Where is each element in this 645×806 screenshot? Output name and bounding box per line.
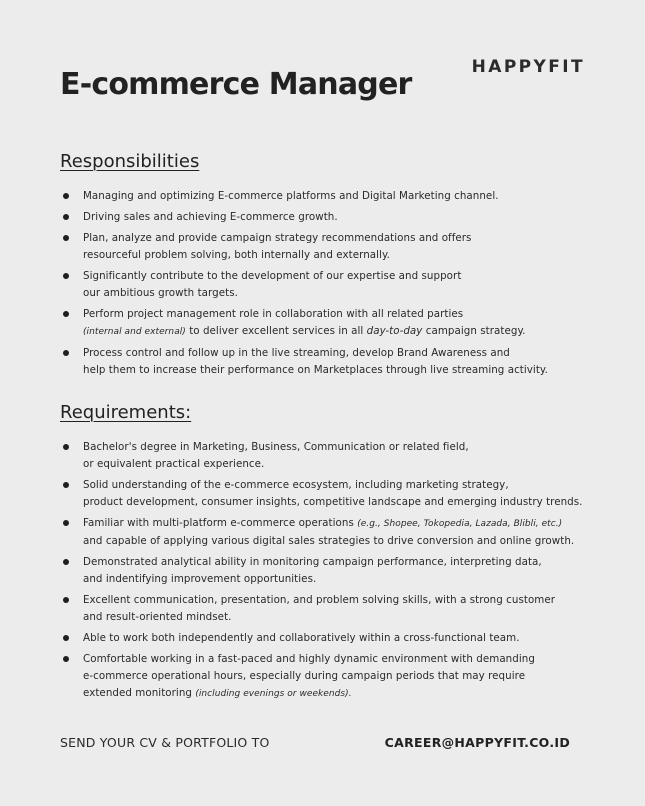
bullet-icon [63, 235, 69, 241]
list-item [60, 630, 620, 647]
contact-email: CAREER@HAPPYFIT.CO.ID [384, 735, 570, 750]
item-text: Comfortable working in a fast-paced and highly dynamic environment with demanding [83, 653, 535, 665]
item-text-line [83, 685, 620, 703]
item-text: Bachelor's degree in Marketing, Business, Communication or related field, [83, 441, 469, 453]
list-item [60, 592, 620, 626]
item-text: Demonstrated analytical ability in monitoring campaign performance, interpreting data, [83, 556, 542, 568]
bullet-icon [63, 273, 69, 279]
list-item [60, 515, 620, 550]
requirements-list [60, 439, 620, 707]
parenthetical-note: (internal and external) [83, 327, 186, 337]
bullet-icon [63, 214, 69, 220]
item-text: resourceful problem solving, both internally and externally. [83, 249, 390, 261]
item-text: product development, consumer insights, competitive landscape and emerging industry trends. [83, 496, 583, 508]
item-text: and capable of applying various digital sales strategies to drive conversion and online growth. [83, 535, 575, 547]
requirements-heading: Requirements: [60, 402, 192, 423]
bullet-icon [63, 350, 69, 356]
item-text: Plan, analyze and provide campaign strategy recommendations and offers [83, 232, 472, 244]
item-text: or equivalent practical experience. [83, 458, 265, 470]
item-text: Significantly contribute to the development of our expertise and support [83, 270, 462, 282]
list-item [60, 268, 620, 302]
list-item [60, 209, 620, 226]
responsibilities-list [60, 188, 620, 383]
item-text-line [83, 515, 620, 533]
item-text: and indentifying improvement opportunities. [83, 573, 317, 585]
item-text: Able to work both independently and collaboratively within a cross-functional team. [83, 632, 520, 644]
item-text: Process control and follow up in the live streaming, develop Brand Awareness and [83, 347, 510, 359]
bullet-icon [63, 635, 69, 641]
bullet-icon [63, 597, 69, 603]
item-text-fragment: extended monitoring [83, 687, 196, 699]
parenthetical-note: (including evenings or weekends). [195, 689, 352, 699]
bullet-icon [63, 520, 69, 526]
parenthetical-note: (e.g., Shopee, Tokopedia, Lazada, Blibli, etc.) [357, 519, 563, 529]
item-text: and result-oriented mindset. [83, 611, 232, 623]
list-item [60, 439, 620, 473]
job-title: E-commerce Manager [60, 67, 412, 102]
list-item [60, 345, 620, 379]
item-text: e-commerce operational hours, especially during campaign periods that may require [83, 670, 526, 682]
responsibilities-heading: Responsibilities [60, 151, 200, 172]
item-text-fragment: Familiar with multi-platform e-commerce operations [83, 517, 358, 529]
item-text: Perform project management role in collaboration with all related parties [83, 308, 464, 320]
item-text: Solid understanding of the e-commerce ecosystem, including marketing strategy, [83, 479, 509, 491]
brand-logo: HAPPYFIT [471, 57, 585, 77]
emphasis-text: day-to-day [366, 325, 423, 337]
item-text: Driving sales and achieving E-commerce growth. [83, 211, 338, 223]
bullet-icon [63, 656, 69, 662]
item-text: help them to increase their performance on Marketplaces through live streaming activity. [83, 364, 548, 376]
list-item [60, 306, 620, 341]
item-text: Excellent communication, presentation, and problem solving skills, with a strong customer [83, 594, 556, 606]
item-text-fragment: to deliver excellent services in all [185, 325, 367, 337]
cta-text: SEND YOUR CV & PORTFOLIO TO [60, 735, 270, 750]
bullet-icon [63, 559, 69, 565]
bullet-icon [63, 482, 69, 488]
list-item [60, 651, 620, 703]
item-text-line [83, 323, 620, 341]
list-item [60, 477, 620, 511]
list-item [60, 554, 620, 588]
item-text: our ambitious growth targets. [83, 287, 238, 299]
list-item [60, 188, 620, 205]
list-item [60, 230, 620, 264]
item-text-fragment: campaign strategy. [422, 325, 526, 337]
bullet-icon [63, 444, 69, 450]
bullet-icon [63, 193, 69, 199]
item-text: Managing and optimizing E-commerce platforms and Digital Marketing channel. [83, 190, 499, 202]
bullet-icon [63, 311, 69, 317]
